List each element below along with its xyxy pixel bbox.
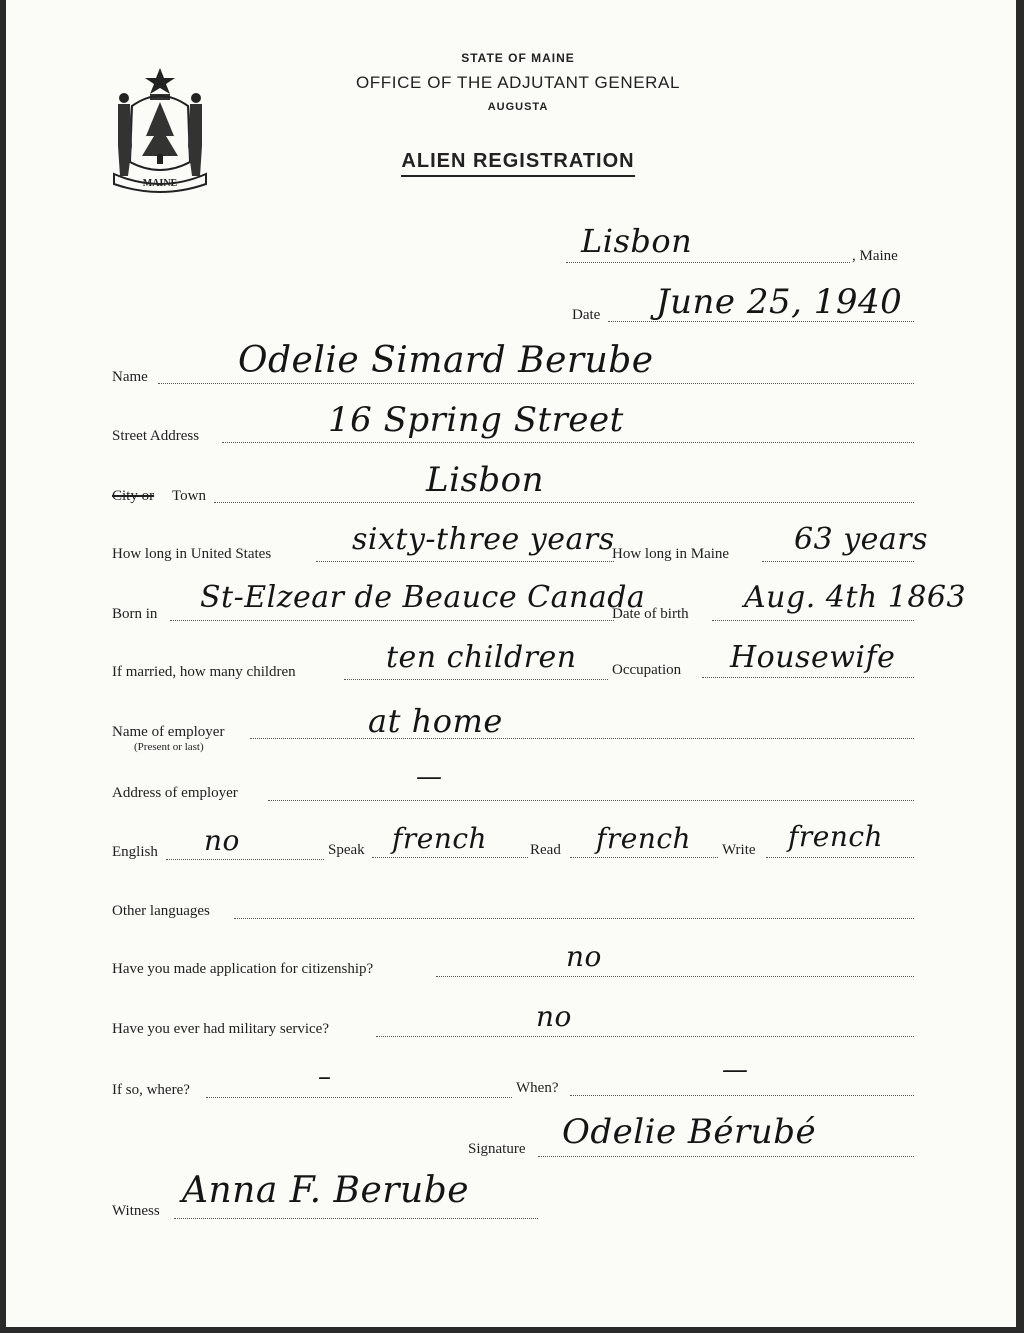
when-value: — xyxy=(722,1055,749,1085)
other-languages-label: Other languages xyxy=(112,903,210,919)
place-line xyxy=(566,262,850,263)
how-long-us-value: sixty-three years xyxy=(352,522,615,557)
place-value: Lisbon xyxy=(581,222,693,260)
occupation-value: Housewife xyxy=(730,640,896,675)
signature-label: Signature xyxy=(468,1141,526,1157)
military-label: Have you ever had military service? xyxy=(112,1021,329,1037)
town-line xyxy=(214,502,914,503)
street-value: 16 Spring Street xyxy=(328,400,624,440)
employer-line xyxy=(250,738,914,739)
state-heading: STATE OF MAINE xyxy=(461,51,575,65)
where-line xyxy=(206,1097,512,1098)
employer-value: at home xyxy=(368,702,503,740)
born-in-label: Born in xyxy=(112,606,158,622)
military-value: no xyxy=(536,1000,572,1033)
speak-label: Speak xyxy=(328,842,365,858)
military-line xyxy=(376,1036,914,1037)
when-label: When? xyxy=(516,1080,559,1096)
street-line xyxy=(222,442,914,443)
read-label: Read xyxy=(530,842,561,858)
witness-label: Witness xyxy=(112,1203,160,1219)
where-label: If so, where? xyxy=(112,1082,190,1098)
date-label: Date xyxy=(572,307,601,323)
employer-label: Name of employer xyxy=(112,724,225,740)
write-line xyxy=(766,857,914,858)
name-value: Odelie Simard Berube xyxy=(238,340,654,381)
date-of-birth-label: Date of birth xyxy=(612,606,689,622)
children-label: If married, how many children xyxy=(112,664,296,680)
svg-text:MAINE: MAINE xyxy=(142,178,178,189)
speak-value: french xyxy=(392,822,488,855)
how-long-us-label: How long in United States xyxy=(112,546,272,562)
form-title-text: ALIEN REGISTRATION xyxy=(401,150,634,177)
children-line xyxy=(344,679,608,680)
how-long-maine-label: How long in Maine xyxy=(612,546,730,562)
city-struck-label: City or xyxy=(112,488,155,504)
born-in-value: St-Elzear de Beauce Canada xyxy=(200,580,646,615)
name-line xyxy=(158,383,914,384)
date-of-birth-value: Aug. 4th 1863 xyxy=(744,580,967,615)
children-value: ten children xyxy=(386,640,577,675)
read-value: french xyxy=(596,822,692,855)
office-heading: OFFICE OF THE ADJUTANT GENERAL xyxy=(355,73,681,92)
employer-address-line xyxy=(268,800,914,801)
witness-line xyxy=(174,1218,538,1219)
signature-line xyxy=(538,1156,914,1157)
citizenship-label: Have you made application for citizenship? xyxy=(112,961,374,977)
occupation-label: Occupation xyxy=(612,662,682,678)
registration-form xyxy=(6,0,1016,1327)
read-line xyxy=(570,857,718,858)
english-value: no xyxy=(204,824,240,857)
date-of-birth-line xyxy=(712,620,914,621)
date-value: June 25, 1940 xyxy=(656,282,903,322)
how-long-maine-value: 63 years xyxy=(794,522,929,557)
where-value: – xyxy=(318,1062,332,1092)
write-label: Write xyxy=(722,842,756,858)
name-label: Name xyxy=(112,369,148,385)
employer-address-label: Address of employer xyxy=(112,785,238,801)
maine-label: , Maine xyxy=(852,248,898,264)
employer-note: (Present or last) xyxy=(134,741,204,753)
write-value: french xyxy=(788,820,884,853)
street-label: Street Address xyxy=(112,428,200,444)
english-line xyxy=(166,859,324,860)
when-line xyxy=(570,1095,914,1096)
form-title xyxy=(13,150,1023,173)
english-label: English xyxy=(112,844,158,860)
how-long-us-line xyxy=(316,561,614,562)
occupation-line xyxy=(702,677,914,678)
speak-line xyxy=(372,857,528,858)
citizenship-line xyxy=(436,976,914,977)
citizenship-value: no xyxy=(566,940,602,973)
born-in-line xyxy=(170,620,614,621)
witness-value: Anna F. Berube xyxy=(182,1170,470,1211)
town-value: Lisbon xyxy=(426,460,545,500)
town-label: Town xyxy=(172,488,206,504)
employer-address-value: — xyxy=(416,762,443,792)
signature-value: Odelie Bérubé xyxy=(562,1112,817,1152)
other-languages-line xyxy=(234,918,914,919)
city-heading: AUGUSTA xyxy=(487,101,549,113)
how-long-maine-line xyxy=(762,561,914,562)
